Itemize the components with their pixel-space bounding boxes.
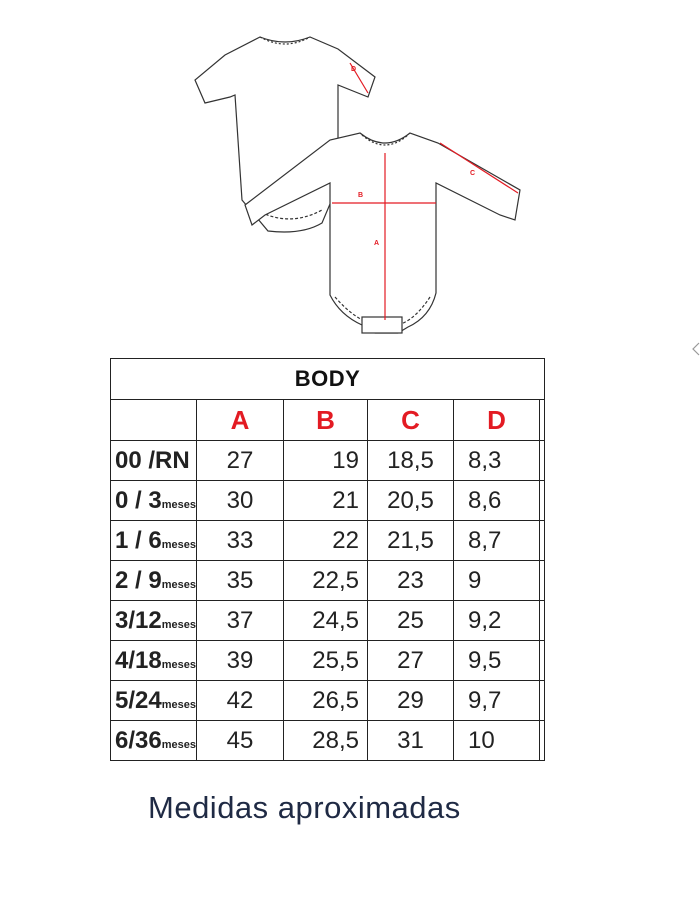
row-spacer	[540, 601, 545, 641]
value-a: 33	[197, 521, 284, 561]
value-c: 31	[368, 721, 454, 761]
size-label: 00 /RN	[115, 446, 190, 474]
header-c: C	[368, 400, 454, 441]
value-b: 21	[284, 481, 368, 521]
table-title: BODY	[111, 359, 545, 400]
table-row	[111, 601, 545, 641]
size-label: 5/24	[115, 686, 162, 714]
garment-diagram	[190, 25, 540, 345]
label-c: C	[470, 170, 476, 177]
size-unit: meses	[161, 538, 196, 551]
header-a: A	[197, 400, 284, 441]
value-c: 23	[368, 561, 454, 601]
row-spacer	[540, 641, 545, 681]
table-row	[111, 481, 545, 521]
size-table	[110, 358, 545, 761]
value-a: 45	[197, 721, 284, 761]
value-d: 8,3	[454, 441, 540, 481]
value-b: 19	[284, 441, 368, 481]
value-d: 9,2	[454, 601, 540, 641]
size-unit: meses	[161, 618, 196, 631]
approx-measures-note: Medidas aproximadas	[148, 790, 461, 825]
header-spacer	[540, 400, 545, 441]
value-a: 37	[197, 601, 284, 641]
size-label: 0 / 3	[115, 486, 162, 514]
size-unit: meses	[161, 698, 196, 711]
size-label: 6/36	[115, 726, 162, 754]
size-label: 3/12	[115, 606, 162, 634]
size-label: 2 / 9	[115, 566, 162, 594]
size-cell	[111, 601, 197, 641]
table-row	[111, 521, 545, 561]
row-spacer	[540, 521, 545, 561]
value-b: 22	[284, 521, 368, 561]
value-d: 8,6	[454, 481, 540, 521]
size-cell	[111, 481, 197, 521]
size-unit: meses	[161, 498, 196, 511]
value-b: 26,5	[284, 681, 368, 721]
row-spacer	[540, 681, 545, 721]
label-a: A	[374, 240, 380, 247]
size-cell	[111, 441, 197, 481]
table-row	[111, 641, 545, 681]
table-row	[111, 441, 545, 481]
header-empty	[111, 400, 197, 441]
value-d: 9,5	[454, 641, 540, 681]
value-a: 27	[197, 441, 284, 481]
row-spacer	[540, 561, 545, 601]
size-cell	[111, 561, 197, 601]
row-spacer	[540, 721, 545, 761]
row-spacer	[540, 481, 545, 521]
value-b: 22,5	[284, 561, 368, 601]
size-label: 1 / 6	[115, 526, 162, 554]
value-a: 39	[197, 641, 284, 681]
row-spacer	[540, 441, 545, 481]
size-label: 4/18	[115, 646, 162, 674]
size-unit: meses	[161, 738, 196, 751]
value-c: 18,5	[368, 441, 454, 481]
value-b: 28,5	[284, 721, 368, 761]
value-c: 29	[368, 681, 454, 721]
header-b: B	[284, 400, 368, 441]
size-cell	[111, 721, 197, 761]
value-c: 25	[368, 601, 454, 641]
size-cell	[111, 641, 197, 681]
value-c: 21,5	[368, 521, 454, 561]
value-b: 25,5	[284, 641, 368, 681]
value-a: 42	[197, 681, 284, 721]
value-c: 20,5	[368, 481, 454, 521]
value-d: 9,7	[454, 681, 540, 721]
label-b: B	[358, 192, 364, 199]
size-unit: meses	[161, 658, 196, 671]
table-row	[111, 721, 545, 761]
table-row	[111, 681, 545, 721]
size-cell	[111, 681, 197, 721]
table-row	[111, 561, 545, 601]
value-a: 35	[197, 561, 284, 601]
table-header-row	[111, 400, 545, 441]
size-unit: meses	[161, 578, 196, 591]
value-b: 24,5	[284, 601, 368, 641]
value-a: 30	[197, 481, 284, 521]
value-d: 8,7	[454, 521, 540, 561]
size-cell	[111, 521, 197, 561]
header-d: D	[454, 400, 540, 441]
value-c: 27	[368, 641, 454, 681]
value-d: 10	[454, 721, 540, 761]
value-d: 9	[454, 561, 540, 601]
edge-chevron-icon	[690, 340, 700, 358]
label-d: D	[351, 66, 357, 73]
